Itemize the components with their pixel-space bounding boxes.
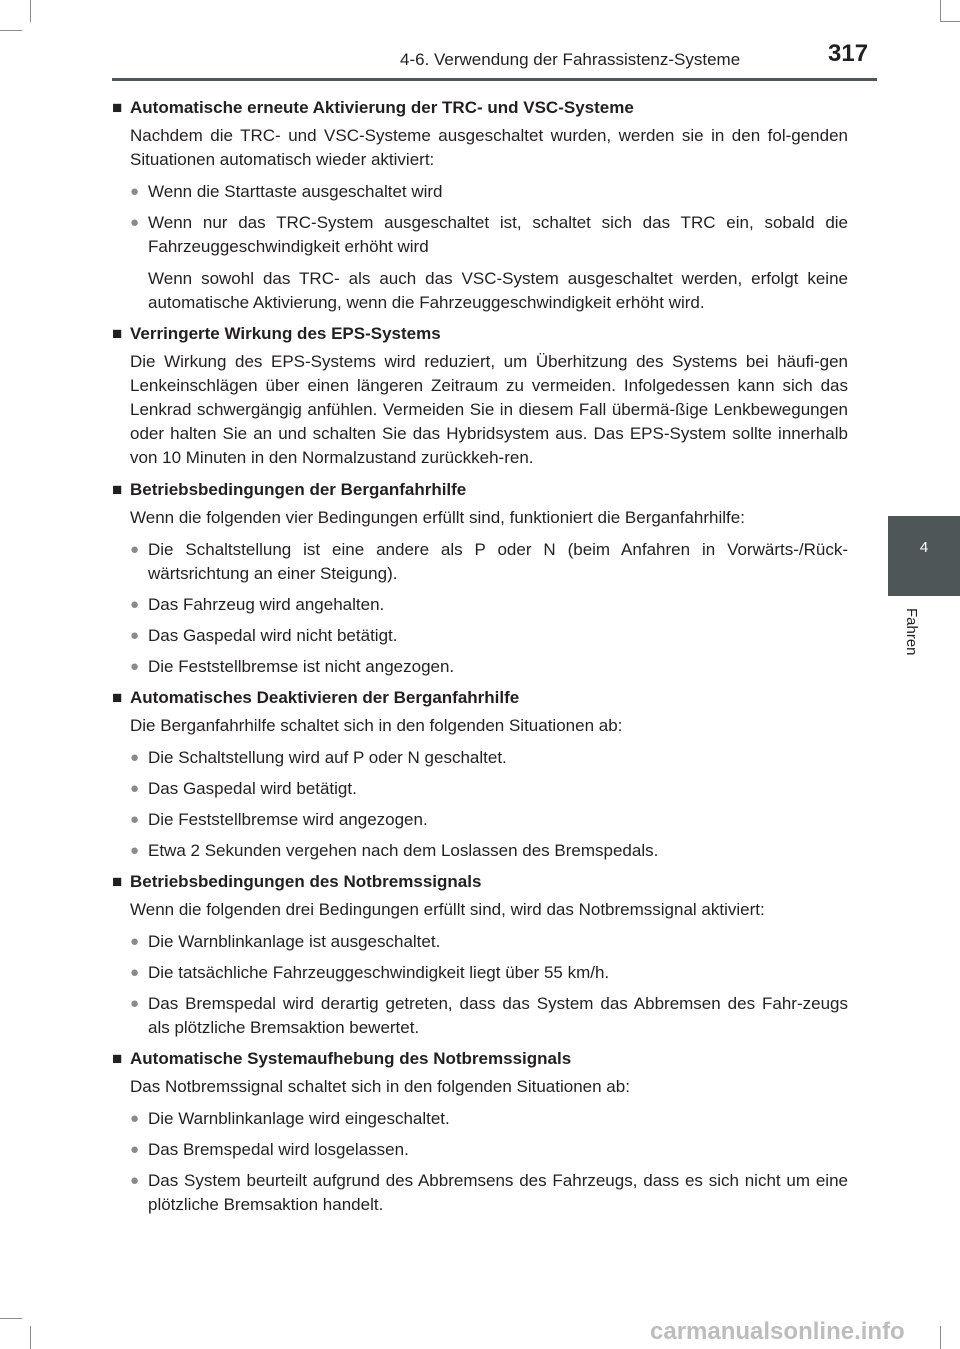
list-item-body (148, 1138, 848, 1162)
list-item-text: Die tatsächliche Fahrzeuggeschwindigkeit liegt über 55 km/h. (148, 963, 610, 982)
list-item-body (148, 992, 848, 1040)
list-item-text: Etwa 2 Sekunden vergehen nach dem Loslassen des Bremspedals. (148, 841, 659, 860)
watermark: carmanualsonline.info (650, 1318, 905, 1345)
list-item (130, 746, 848, 770)
section (112, 96, 848, 315)
circle-bullet-icon: ● (130, 933, 140, 950)
list-item-text: Die Schaltstellung ist eine andere als P oder N (beim Anfahren in Vorwärts-/Rück-wärtsrichtung an einer Steigung). (148, 540, 848, 583)
crop-mark (30, 0, 31, 22)
section-heading (112, 478, 848, 502)
list-item-text: Die Feststellbremse ist nicht angezogen. (148, 657, 455, 676)
circle-bullet-icon: ● (130, 964, 140, 981)
list-item-body (148, 808, 848, 832)
list-item (130, 180, 848, 204)
list-item-text: Die Warnblinkanlage ist ausgeschaltet. (148, 932, 441, 951)
list-item-text: Das Bremspedal wird derartig getreten, dass das System das Abbremsen des Fahr-zeugs als plötzliche Bremsaktion bewertet. (148, 994, 848, 1037)
list-item-body (148, 593, 848, 617)
crop-mark (940, 0, 941, 22)
square-bullet-icon: ■ (112, 324, 123, 343)
section-heading (112, 686, 848, 710)
square-bullet-icon: ■ (112, 872, 123, 891)
list-item (130, 777, 848, 801)
list-item-text: Die Schaltstellung wird auf P oder N geschaltet. (148, 748, 507, 767)
list-item (130, 1107, 848, 1131)
section-intro: Die Berganfahrhilfe schaltet sich in den folgenden Situationen ab: (130, 716, 623, 735)
circle-bullet-icon: ● (130, 627, 140, 644)
chapter-number: 4 (919, 539, 929, 556)
section-heading-text: Automatisches Deaktivieren der Berganfahrhilfe (130, 688, 520, 707)
list-item (130, 961, 848, 985)
circle-bullet-icon: ● (130, 995, 140, 1012)
section (112, 870, 848, 1040)
section-intro: Wenn die folgenden drei Bedingungen erfüllt sind, wird das Notbremssignal aktiviert: (130, 900, 765, 919)
list-item-text: Das Gaspedal wird betätigt. (148, 779, 357, 798)
circle-bullet-icon: ● (130, 780, 140, 797)
list-item-text: Das System beurteilt aufgrund des Abbremsens des Fahrzeugs, dass es sich nicht um eine plötzliche Bremsaktion handelt. (148, 1171, 848, 1214)
circle-bullet-icon: ● (130, 596, 140, 613)
list-item-body (148, 777, 848, 801)
list-item-body (148, 538, 848, 586)
list-item-text: Die Warnblinkanlage wird eingeschaltet. (148, 1109, 450, 1128)
section (112, 322, 848, 470)
section-heading (112, 96, 848, 120)
crop-mark (940, 1326, 941, 1349)
list-item-body (148, 1169, 848, 1217)
list-item (130, 624, 848, 648)
list-item (130, 930, 848, 954)
square-bullet-icon: ■ (112, 1049, 123, 1068)
circle-bullet-icon: ● (130, 1172, 140, 1189)
section-heading-text: Betriebsbedingungen der Berganfahrhilfe (130, 480, 467, 499)
header-rule (112, 78, 877, 81)
square-bullet-icon: ■ (112, 688, 123, 707)
list-item-body (148, 930, 848, 954)
list-item (130, 992, 848, 1040)
section-heading-text: Verringerte Wirkung des EPS-Systems (130, 324, 441, 343)
list-item-text: Die Feststellbremse wird angezogen. (148, 810, 428, 829)
list-item-body (148, 839, 848, 863)
section-heading (112, 870, 848, 894)
circle-bullet-icon: ● (130, 1110, 140, 1127)
crop-mark (0, 30, 22, 31)
list-item (130, 593, 848, 617)
list-item-text: Wenn nur das TRC-System ausgeschaltet ist, schaltet sich das TRC ein, sobald die Fahrzeuggeschwindigkeit erhöht wird (148, 213, 848, 256)
list-item-text: Das Fahrzeug wird angehalten. (148, 595, 385, 614)
circle-bullet-icon: ● (130, 1141, 140, 1158)
crop-mark (30, 1326, 31, 1349)
section-intro: Das Notbremssignal schaltet sich in den folgenden Situationen ab: (130, 1077, 630, 1096)
section (112, 1047, 848, 1217)
circle-bullet-icon: ● (130, 541, 140, 558)
list-item-body (148, 655, 848, 679)
list-item (130, 655, 848, 679)
page-header-title: 4-6. Verwendung der Fahrassistenz-Systeme (400, 50, 741, 69)
section-heading-text: Automatische erneute Aktivierung der TRC- und VSC-Systeme (130, 98, 634, 117)
circle-bullet-icon: ● (130, 749, 140, 766)
list-item-body (148, 211, 848, 315)
list-item (130, 1169, 848, 1217)
list-item (130, 808, 848, 832)
list-item-body (148, 624, 848, 648)
list-item (130, 538, 848, 586)
crop-mark (940, 21, 960, 22)
list-item (130, 1138, 848, 1162)
crop-mark (0, 1318, 22, 1319)
chapter-tab (888, 516, 960, 596)
section-heading-text: Betriebsbedingungen des Notbremssignals (130, 872, 482, 891)
list-item-text: Das Bremspedal wird losgelassen. (148, 1140, 409, 1159)
list-item-text: Wenn die Starttaste ausgeschaltet wird (148, 182, 443, 201)
section-intro: Nachdem die TRC- und VSC-Systeme ausgeschaltet wurden, werden sie in den fol-genden Situationen automatisch wieder aktiviert: (130, 126, 848, 169)
circle-bullet-icon: ● (130, 842, 140, 859)
list-item-body (148, 961, 848, 985)
list-item-text: Das Gaspedal wird nicht betätigt. (148, 626, 398, 645)
section-intro: Die Wirkung des EPS-Systems wird reduziert, um Überhitzung des Systems bei häufi-gen Lenkeinschlägen über einen längeren Zeitraum zu vermeiden. Infolgedessen kann sich das Lenkrad schwergängig anfühlen. Vermeiden Sie in diesem Fall übermä-ßige Lenkbewegungen oder halten Sie an und schalten Sie das Hybridsystem aus. Das EPS-System sollte innerhalb von 10 Minuten in den Normalzustand zurückkeh-ren. (130, 352, 848, 467)
section-heading (112, 1047, 848, 1071)
list-item (130, 839, 848, 863)
page-content (112, 96, 848, 1224)
square-bullet-icon: ■ (112, 480, 123, 499)
list-item-body (148, 1107, 848, 1131)
chapter-label: Fahren (903, 608, 920, 656)
circle-bullet-icon: ● (130, 811, 140, 828)
list-item (130, 211, 848, 315)
section (112, 478, 848, 679)
section-heading (112, 322, 848, 346)
circle-bullet-icon: ● (130, 183, 140, 200)
circle-bullet-icon: ● (130, 658, 140, 675)
section-intro: Wenn die folgenden vier Bedingungen erfüllt sind, funktioniert die Berganfahrhilfe: (130, 508, 745, 527)
circle-bullet-icon: ● (130, 214, 140, 231)
list-item-note: Wenn sowohl das TRC- als auch das VSC-System ausgeschaltet werden, erfolgt keine automatische Aktivierung, wenn die Fahrzeuggeschwindigkeit erhöht wird. (148, 269, 848, 312)
list-item-body (148, 746, 848, 770)
section (112, 686, 848, 863)
page-number: 317 (828, 40, 869, 67)
section-heading-text: Automatische Systemaufhebung des Notbremssignals (130, 1049, 572, 1068)
square-bullet-icon: ■ (112, 98, 123, 117)
list-item-body (148, 180, 848, 204)
